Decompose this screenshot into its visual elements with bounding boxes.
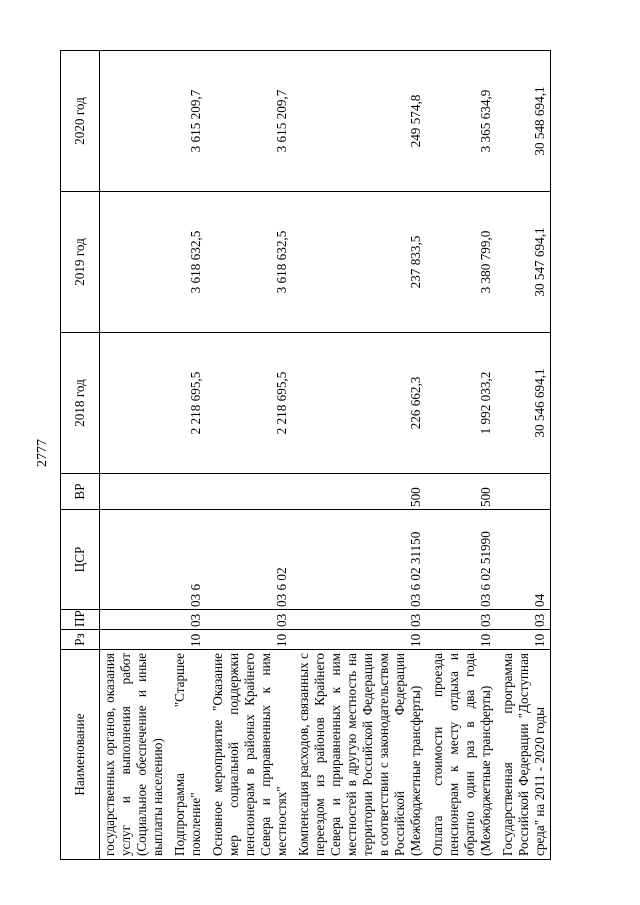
header-2020: 2020 год bbox=[61, 51, 100, 192]
row-rz: 10 bbox=[168, 630, 206, 650]
row-pr: 03 bbox=[496, 610, 551, 630]
row-vr bbox=[168, 474, 206, 510]
page-number-text: 2777 bbox=[35, 439, 50, 467]
row-2018: 1 992 033,2 bbox=[426, 333, 496, 474]
table-row bbox=[168, 51, 206, 860]
row-name: Государственная программа Российской Федерации "Доступная среда" на 2011 - 2020 годы bbox=[496, 650, 551, 860]
row-csr: 04 bbox=[496, 510, 551, 610]
row-2020: 30 548 694,1 bbox=[496, 51, 551, 192]
row-vr: 500 bbox=[292, 474, 426, 510]
row-name: Основное мероприятие "Оказание мер социальной поддержки пенсионерам в районах Крайнего Севера и приравненных к ним местностях" bbox=[206, 650, 292, 860]
table-row bbox=[100, 51, 169, 860]
row-pr: 03 bbox=[426, 610, 496, 630]
row-2018: 2 218 695,5 bbox=[206, 333, 292, 474]
row-2018: 30 546 694,1 bbox=[496, 333, 551, 474]
row-rz: 10 bbox=[496, 630, 551, 650]
row-rz bbox=[100, 630, 169, 650]
header-vr: ВР bbox=[61, 474, 100, 510]
row-rz: 10 bbox=[206, 630, 292, 650]
header-pr: ПР bbox=[61, 610, 100, 630]
row-2020: 3 615 209,7 bbox=[168, 51, 206, 192]
header-name: Наименование bbox=[61, 650, 100, 860]
budget-table bbox=[60, 50, 551, 860]
row-csr: 03 6 bbox=[168, 510, 206, 610]
row-pr: 03 bbox=[206, 610, 292, 630]
row-vr bbox=[496, 474, 551, 510]
row-2019: 237 833,5 bbox=[292, 192, 426, 333]
row-2018: 226 662,3 bbox=[292, 333, 426, 474]
table-row bbox=[496, 51, 551, 860]
table-row bbox=[292, 51, 426, 860]
row-csr: 03 6 02 31150 bbox=[292, 510, 426, 610]
row-2020: 3 365 634,9 bbox=[426, 51, 496, 192]
header-2019: 2019 год bbox=[61, 192, 100, 333]
row-pr bbox=[100, 610, 169, 630]
row-rz: 10 bbox=[292, 630, 426, 650]
row-2019: 3 618 632,5 bbox=[168, 192, 206, 333]
row-rz: 10 bbox=[426, 630, 496, 650]
row-2019 bbox=[100, 192, 169, 333]
row-csr: 03 6 02 51990 bbox=[426, 510, 496, 610]
header-rz: Рз bbox=[61, 630, 100, 650]
rotated-table-container bbox=[60, 50, 590, 860]
row-2019: 3 380 799,0 bbox=[426, 192, 496, 333]
row-vr bbox=[206, 474, 292, 510]
row-vr bbox=[100, 474, 169, 510]
row-pr: 03 bbox=[292, 610, 426, 630]
row-2020 bbox=[100, 51, 169, 192]
row-2019: 3 618 632,5 bbox=[206, 192, 292, 333]
row-2020: 249 574,8 bbox=[292, 51, 426, 192]
table-row bbox=[206, 51, 292, 860]
row-name: государственных органов, оказания услуг и выполнения работ (Социальное обеспечение и иные выплаты населению) bbox=[100, 650, 169, 860]
row-pr: 03 bbox=[168, 610, 206, 630]
row-2018: 2 218 695,5 bbox=[168, 333, 206, 474]
row-csr bbox=[100, 510, 169, 610]
header-2018: 2018 год bbox=[61, 333, 100, 474]
row-2020: 3 615 209,7 bbox=[206, 51, 292, 192]
table-header-row bbox=[61, 51, 100, 860]
header-csr: ЦСР bbox=[61, 510, 100, 610]
row-csr: 03 6 02 bbox=[206, 510, 292, 610]
row-name: Подпрограмма "Старшее поколение" bbox=[168, 650, 206, 860]
row-2019: 30 547 694,1 bbox=[496, 192, 551, 333]
table-row bbox=[426, 51, 496, 860]
row-name: Компенсация расходов, связанных с переездом из районов Крайнего Севера и приравненных к ним местностей в другую местность на территории Российской Федерации в соответствии с законодательством Российской Федерации (Межбюджетные трансферты) bbox=[292, 650, 426, 860]
row-2018 bbox=[100, 333, 169, 474]
row-name: Оплата стоимости проезда пенсионерам к месту отдыха и обратно один раз в два года (Межбюджетные трансферты) bbox=[426, 650, 496, 860]
row-vr: 500 bbox=[426, 474, 496, 510]
